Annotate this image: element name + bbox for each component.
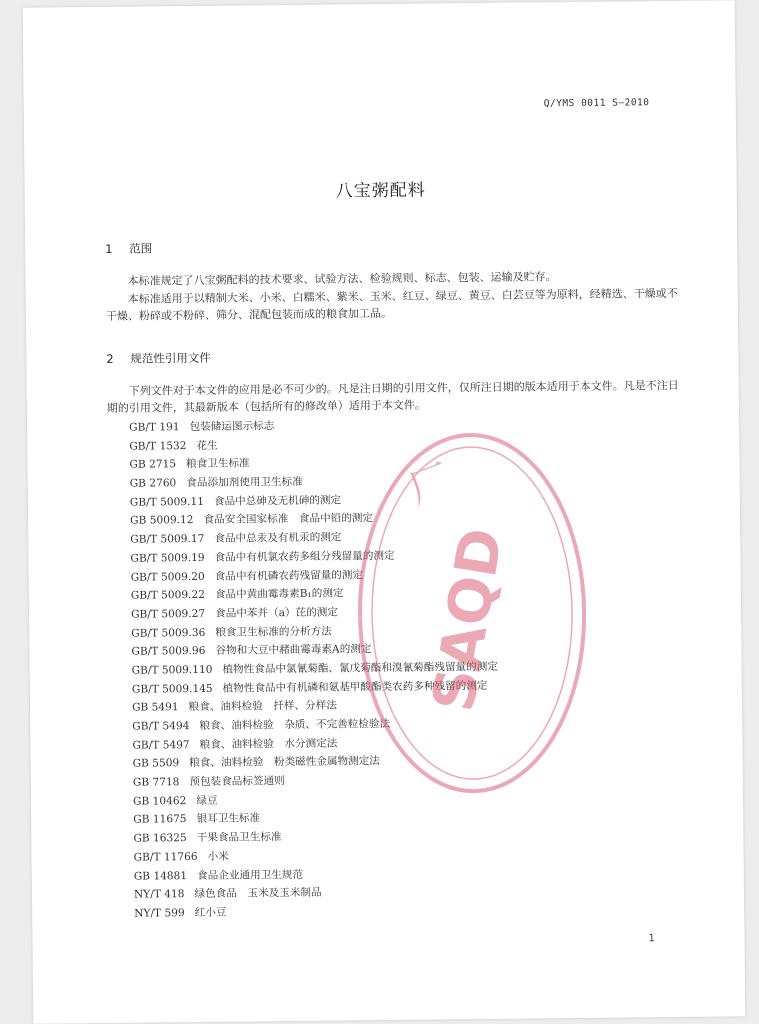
reference-title: 食品安全国家标准 食品中铅的测定 <box>203 512 374 527</box>
reference-title: 粮食、油料检验 水分测定法 <box>199 737 338 751</box>
reference-code: GB/T 1532 <box>129 439 187 453</box>
section-1-paragraph-1: 本标准规定了八宝粥配料的技术要求、试验方法、检验规则、标志、包装、运输及贮存。 <box>127 270 557 288</box>
section-2-number: 2 <box>106 351 114 366</box>
reference-code: GB/T 5009.11 <box>129 495 205 509</box>
reference-title: 植物性食品中有机磷和氨基甲酸酯类农药多种残留的测定 <box>222 679 488 695</box>
reference-title: 食品中黄曲霉毒素B₁的测定 <box>214 587 344 601</box>
svg-text:SAQD: SAQD <box>418 523 517 717</box>
reference-title: 粮食、油料检验 扦样、分样法 <box>188 699 337 714</box>
section-1-heading <box>105 240 152 256</box>
reference-code: GB 2760 <box>129 477 177 490</box>
reference-title: 绿豆 <box>196 794 218 807</box>
reference-code: GB/T 5009.17 <box>130 533 205 546</box>
reference-code: GB/T 5009.27 <box>130 607 206 621</box>
reference-item <box>134 901 500 924</box>
section-2-heading <box>106 350 211 367</box>
reference-title: 食品中总砷及无机砷的测定 <box>213 494 342 508</box>
reference-code: NY/T 599 <box>134 906 185 920</box>
document-page <box>23 0 746 1023</box>
reference-code: GB/T 5009.19 <box>130 551 205 565</box>
reference-code: GB 7718 <box>132 776 180 789</box>
reference-title: 花生 <box>196 439 218 452</box>
reference-code: NY/T 418 <box>133 888 185 901</box>
reference-title: 预包装食品标签通则 <box>189 775 285 789</box>
section-2-intro: 下列文件对于本文件的应用是必不可少的。凡是注日期的引用文件，仅所注日期的版本适用于本文件。凡是不注日期的引用文件，其最新版本（包括所有的修改单）适用于本文件。 <box>106 378 679 415</box>
section-1-paragraph-2: 本标准适用于以精制大米、小米、白糯米、紫米、玉米、红豆、绿豆、黄豆、白芸豆等为原料，经精选、干燥或不干燥、粉碎或不粉碎、筛分、混配包装而成的粮食加工品。 <box>105 286 678 323</box>
section-1-title: 范围 <box>129 241 153 256</box>
reference-title: 干果食品卫生标准 <box>196 831 282 845</box>
svg-text:厂: 厂 <box>403 455 457 514</box>
reference-code: GB 5491 <box>131 701 179 714</box>
document-title: 八宝粥配料 <box>335 180 426 202</box>
reference-title: 粮食、油料检验 粉类磁性金属物测定法 <box>189 755 380 770</box>
section-2-title: 规范性引用文件 <box>130 350 211 366</box>
reference-code: GB/T 5009.96 <box>131 645 206 658</box>
reference-code: GB 16325 <box>133 832 187 845</box>
reference-title: 粮食卫生标准 <box>186 457 250 471</box>
reference-code: GB/T 191 <box>129 421 180 434</box>
reference-code: GB 14881 <box>133 869 188 883</box>
reference-code: GB/T 5009.145 <box>131 682 213 696</box>
reference-code: GB 11675 <box>133 813 187 827</box>
section-1-number: 1 <box>105 241 113 256</box>
reference-code: GB/T 5009.36 <box>131 626 206 640</box>
reference-title: 粮食、油料检验 杂质、不完善粒检验法 <box>199 717 391 732</box>
reference-title: 红小豆 <box>194 906 227 919</box>
reference-code: GB 10462 <box>132 794 187 808</box>
page-number: 1 <box>648 933 655 945</box>
reference-title: 食品添加剂使用卫生标准 <box>186 475 303 490</box>
document-code: Q/YMS 0011 S—2010 <box>543 97 650 110</box>
reference-title: 植物性食品中氯氰菊酯、氰戊菊酯和溴氰菊酯残留量的测定 <box>222 660 498 676</box>
reference-code: GB/T 5494 <box>132 720 190 733</box>
reference-code: GB 5009.12 <box>130 514 194 528</box>
reference-title: 包装储运图示标志 <box>189 420 275 434</box>
reference-code: GB/T 5009.22 <box>130 589 205 602</box>
reference-code: GB/T 5497 <box>132 738 190 752</box>
reference-title: 粮食卫生标准的分析方法 <box>215 625 332 639</box>
reference-title: 食品中有机氯农药多组分残留量的测定 <box>214 549 395 564</box>
reference-code: GB/T 5009.20 <box>130 570 205 584</box>
reference-code: GB/T 5009.110 <box>131 663 213 677</box>
reference-title: 食品企业通用卫生规范 <box>197 868 304 882</box>
reference-title: 食品中总汞及有机汞的测定 <box>214 531 342 545</box>
reference-title: 小米 <box>207 850 229 863</box>
reference-code: GB 5509 <box>132 757 180 771</box>
reference-list <box>129 415 501 923</box>
reference-title: 食品中苯并（a）芘的测定 <box>215 606 339 620</box>
reference-title: 银耳卫生标准 <box>196 812 261 826</box>
reference-title: 食品中有机磷农药残留量的测定 <box>214 568 364 583</box>
reference-code: GB 2715 <box>129 458 177 472</box>
reference-title: 谷物和大豆中赭曲霉毒素A的测定 <box>215 643 372 658</box>
reference-title: 绿色食品 玉米及玉米制品 <box>194 886 322 901</box>
reference-code: GB/T 11766 <box>133 850 198 864</box>
